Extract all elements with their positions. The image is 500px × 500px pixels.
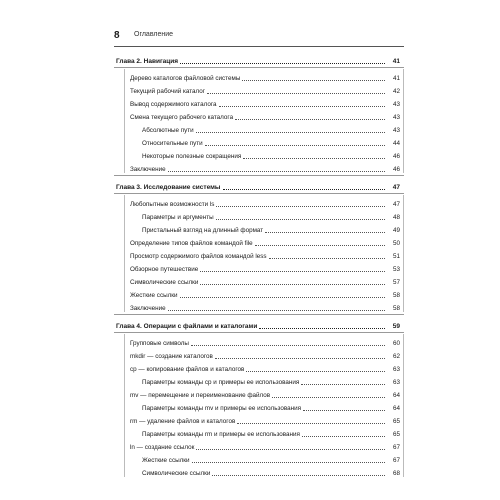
entry-page: 67 bbox=[392, 444, 400, 451]
dot-leader bbox=[200, 271, 385, 272]
chapter-heading bbox=[114, 177, 404, 191]
dot-leader bbox=[180, 297, 385, 298]
entry-title: Текущий рабочий каталог bbox=[130, 88, 206, 95]
entry-page: 43 bbox=[392, 127, 400, 134]
dot-leader bbox=[302, 436, 385, 437]
entry-title: Жесткие ссылки bbox=[130, 292, 178, 299]
entry-page: 63 bbox=[392, 366, 400, 373]
dot-leader bbox=[196, 449, 385, 450]
dot-leader bbox=[246, 371, 385, 372]
dot-leader bbox=[223, 189, 386, 190]
toc-section bbox=[114, 260, 404, 273]
toc-subsection bbox=[114, 425, 404, 438]
entry-page: 43 bbox=[392, 101, 400, 108]
chapter-entries bbox=[114, 69, 404, 173]
chapter-divider bbox=[114, 193, 404, 194]
entry-page: 57 bbox=[392, 279, 400, 286]
header-rule bbox=[114, 46, 404, 47]
dot-leader bbox=[207, 93, 385, 94]
entry-page: 48 bbox=[392, 214, 400, 221]
dot-leader bbox=[215, 358, 385, 359]
dot-leader bbox=[200, 284, 385, 285]
page-number: 8 bbox=[114, 30, 120, 41]
running-title: Оглавление bbox=[134, 31, 174, 38]
entry-page: 44 bbox=[392, 140, 400, 147]
entry-page: 46 bbox=[392, 166, 400, 173]
entry-title: Групповые символы bbox=[130, 340, 189, 347]
chapter-title: Глава 2. Навигация bbox=[116, 58, 179, 65]
entry-title: rm — удаление файлов и каталогов bbox=[130, 418, 236, 425]
dot-leader bbox=[255, 245, 385, 246]
toc-section bbox=[114, 160, 404, 173]
entry-page: 58 bbox=[392, 292, 400, 299]
chapter-title: Глава 3. Исследование системы bbox=[116, 184, 221, 191]
toc-subsection bbox=[114, 464, 404, 477]
dot-leader bbox=[265, 232, 385, 233]
dot-leader bbox=[212, 475, 385, 476]
entry-title: mkdir — создание каталогов bbox=[130, 353, 213, 360]
entry-page: 43 bbox=[392, 114, 400, 121]
entry-page: 60 bbox=[392, 340, 400, 347]
toc-subsection bbox=[114, 399, 404, 412]
dot-leader bbox=[242, 80, 385, 81]
entry-title: Параметры команды mv и примеры ее использования bbox=[142, 405, 301, 412]
toc-subsection bbox=[114, 451, 404, 464]
chapter-divider bbox=[114, 332, 404, 333]
chapter-divider bbox=[114, 314, 404, 315]
dot-leader bbox=[205, 145, 385, 146]
toc-section bbox=[114, 386, 404, 399]
toc-subsection bbox=[114, 208, 404, 221]
entry-page: 53 bbox=[392, 266, 400, 273]
entry-title: Заключение bbox=[130, 166, 166, 173]
dot-leader bbox=[303, 410, 385, 411]
toc-section bbox=[114, 82, 404, 95]
chapter-title: Глава 4. Операции с файлами и каталогами bbox=[116, 323, 258, 330]
entry-title: Абсолютные пути bbox=[142, 127, 194, 134]
entry-title: Пристальный взгляд на длинный формат bbox=[142, 227, 264, 234]
chapter-heading bbox=[114, 316, 404, 330]
dot-leader bbox=[168, 310, 385, 311]
dot-leader bbox=[235, 119, 385, 120]
entry-page: 47 bbox=[392, 201, 400, 208]
entry-title: Просмотр содержимого файлов командой less bbox=[130, 253, 267, 260]
entry-page: 65 bbox=[392, 431, 400, 438]
entry-title: ln — создание ссылок bbox=[130, 444, 195, 451]
entry-title: Параметры и аргументы bbox=[142, 214, 214, 221]
toc-subsection bbox=[114, 147, 404, 160]
toc-section bbox=[114, 195, 404, 208]
dot-leader bbox=[180, 63, 385, 64]
dot-leader bbox=[237, 423, 385, 424]
entry-page: 65 bbox=[392, 418, 400, 425]
chapter-page: 47 bbox=[392, 184, 400, 191]
entry-title: Смена текущего рабочего каталога bbox=[130, 114, 234, 121]
dot-leader bbox=[243, 158, 385, 159]
dot-leader bbox=[191, 345, 385, 346]
chapter-divider bbox=[114, 67, 404, 68]
toc-section bbox=[114, 299, 404, 312]
toc-section bbox=[114, 334, 404, 347]
entry-title: Определение типов файлов командой file bbox=[130, 240, 253, 247]
entry-title: Параметры команды cp и примеры ее использования bbox=[142, 379, 300, 386]
chapter-page: 59 bbox=[392, 323, 400, 330]
entry-title: Дерево каталогов файловой системы bbox=[130, 75, 241, 82]
entry-title: cp — копирование файлов и каталогов bbox=[130, 366, 245, 373]
entry-page: 63 bbox=[392, 379, 400, 386]
toc-subsection bbox=[114, 373, 404, 386]
entry-page: 64 bbox=[392, 405, 400, 412]
toc-section bbox=[114, 247, 404, 260]
toc-section bbox=[114, 438, 404, 451]
toc-section bbox=[114, 347, 404, 360]
chapter-page: 41 bbox=[392, 58, 400, 65]
entry-page: 42 bbox=[392, 88, 400, 95]
toc-subsection bbox=[114, 121, 404, 134]
entry-title: Символические ссылки bbox=[130, 279, 199, 286]
dot-leader bbox=[216, 206, 385, 207]
chapter-heading bbox=[114, 51, 404, 65]
entry-page: 51 bbox=[392, 253, 400, 260]
toc-section bbox=[114, 286, 404, 299]
dot-leader bbox=[259, 328, 385, 329]
chapter-divider bbox=[114, 175, 404, 176]
chapter-entries bbox=[114, 334, 404, 477]
entry-title: Жесткие ссылки bbox=[142, 457, 190, 464]
toc-section bbox=[114, 412, 404, 425]
chapter-entries bbox=[114, 195, 404, 312]
entry-title: Любопытные возможности ls bbox=[130, 201, 215, 208]
toc-subsection bbox=[114, 134, 404, 147]
entry-page: 58 bbox=[392, 305, 400, 312]
dot-leader bbox=[192, 462, 385, 463]
toc-section bbox=[114, 234, 404, 247]
entry-page: 68 bbox=[392, 470, 400, 477]
entry-page: 62 bbox=[392, 353, 400, 360]
dot-leader bbox=[216, 219, 385, 220]
entry-title: Обзорное путешествие bbox=[130, 266, 199, 273]
toc-section bbox=[114, 360, 404, 373]
entry-title: Параметры команды rm и примеры ее использования bbox=[142, 431, 300, 438]
toc-section bbox=[114, 108, 404, 121]
entry-title: Относительные пути bbox=[142, 140, 203, 147]
toc-subsection bbox=[114, 221, 404, 234]
entry-page: 49 bbox=[392, 227, 400, 234]
entry-page: 67 bbox=[392, 457, 400, 464]
dot-leader bbox=[301, 384, 385, 385]
entry-page: 50 bbox=[392, 240, 400, 247]
toc-section bbox=[114, 69, 404, 82]
dot-leader bbox=[272, 397, 385, 398]
entry-title: Символические ссылки bbox=[142, 470, 211, 477]
entry-page: 41 bbox=[392, 75, 400, 82]
entry-title: Вывод содержимого каталога bbox=[130, 101, 217, 108]
toc-section bbox=[114, 95, 404, 108]
entry-title: mv — перемещение и переименование файлов bbox=[130, 392, 271, 399]
page-header bbox=[114, 30, 404, 44]
dot-leader bbox=[269, 258, 385, 259]
dot-leader bbox=[168, 171, 385, 172]
entry-page: 64 bbox=[392, 392, 400, 399]
dot-leader bbox=[219, 106, 386, 107]
table-of-contents bbox=[114, 51, 404, 477]
entry-title: Заключение bbox=[130, 305, 166, 312]
entry-page: 46 bbox=[392, 153, 400, 160]
entry-title: Некоторые полезные сокращения bbox=[142, 153, 242, 160]
dot-leader bbox=[196, 132, 385, 133]
toc-section bbox=[114, 273, 404, 286]
